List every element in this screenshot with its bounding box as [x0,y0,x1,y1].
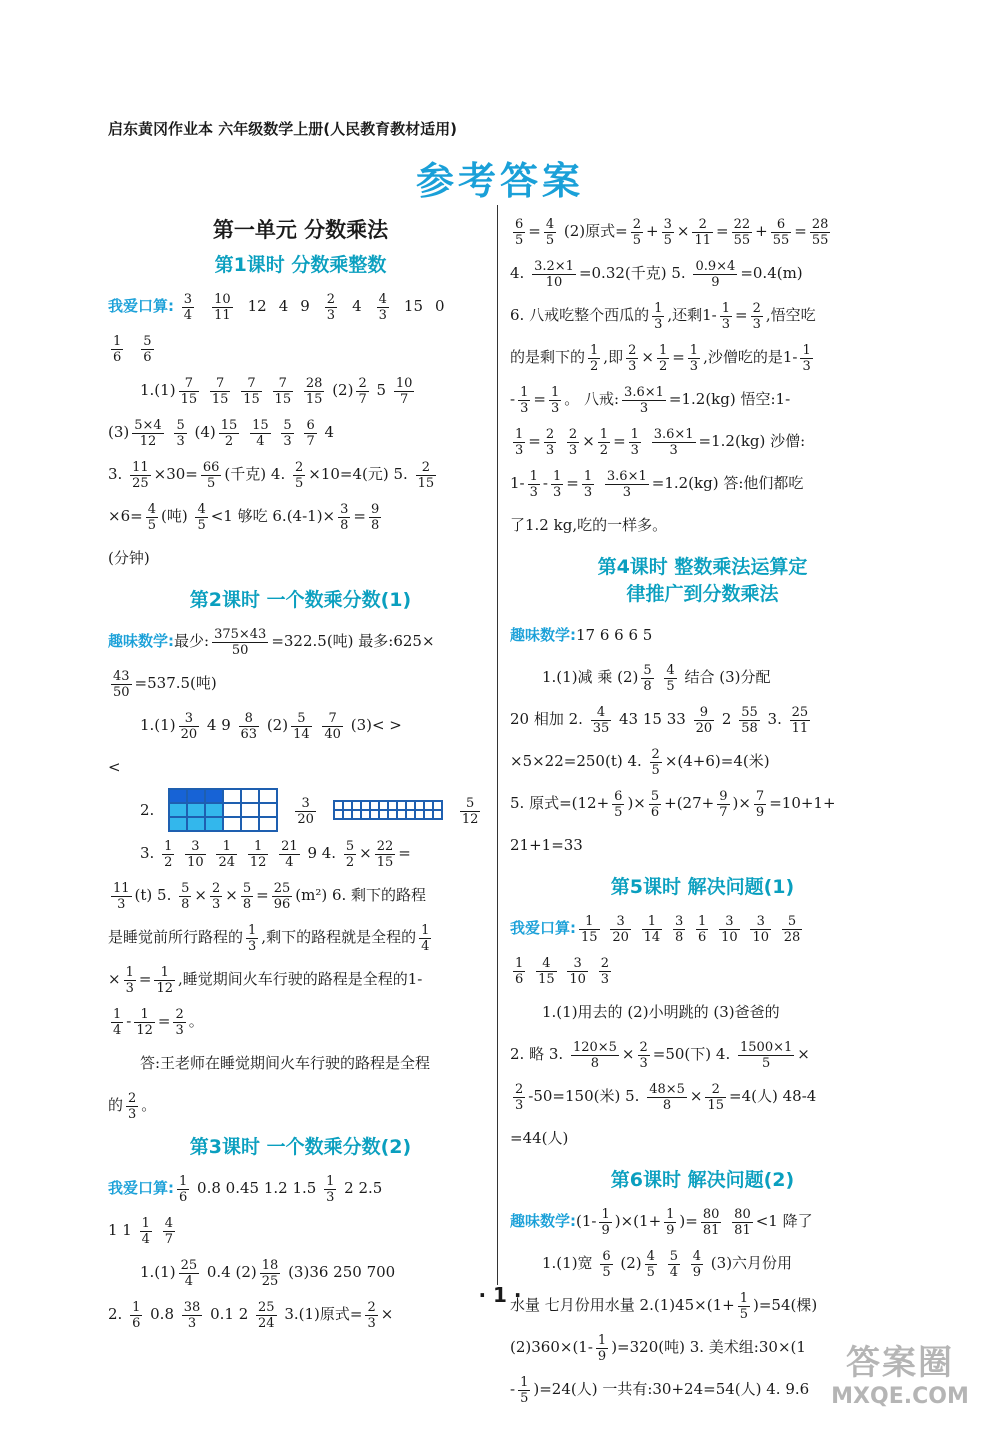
fraction: $\frac{25}{96}$ [273,880,291,912]
fraction: $\frac{1}{3}$ [125,964,134,996]
fraction: $\frac{3}{10}$ [752,913,769,945]
answer-line: 的是剩下的 $\frac{1}{2}$ ,即 $\frac{2}{3}$ × $\frac{1}{2}$ = $\frac{1}{3}$ ,沙僧吃的是1- $\frac{1}{3}$ [510,342,811,374]
unit-title: 第一单元 分数乘法 [212,218,389,242]
fraction: $\frac{1}{3}$ [721,300,731,332]
answer-text: (1- $\frac{1}{9}$ )×(1+ $\frac{1}{9}$ )= $\frac{80}{81}$ $\frac{80}{81}$ <1 降了 [576,1206,813,1238]
book-header: 启东黄冈作业本 六年级数学上册(人民教育教材适用) [108,120,457,138]
answer-line: 1.(1)用去的 (2)小明跳的 (3)爸爸的 [542,1003,780,1021]
answer-line [510,614,895,656]
fraction: $\frac{5\times 4}{12}$ [134,417,162,449]
oral-calc-tag: 我爱口算: [108,297,174,315]
fraction: $\frac{1}{4}$ [113,1006,122,1038]
answer-line: 20 相加 2. $\frac{4}{35}$ 43 15 33 $\frac{9}{20}$ 2 $\frac{55}{58}$ 3. $\frac{25}{11}$ [510,704,809,736]
grid-fraction-1 [292,789,319,831]
watermark-text: 答案圈 [846,1343,954,1383]
fraction: $\frac{1}{5}$ [739,1290,748,1322]
answer-line: 21+1=33 [510,836,583,854]
fraction: $\frac{2}{3}$ [212,880,221,912]
fraction: $\frac{1}{9}$ [601,1206,610,1238]
fraction: $\frac{8}{63}$ [240,710,258,742]
fraction: $\frac{2}{3}$ [600,955,609,987]
answer-line: 是睡觉前所行路程的 $\frac{1}{3}$ ,剩下的路程就是全程的 $\frac{1}{4}$ [108,922,430,954]
fraction: $\frac{7}{15}$ [243,375,260,407]
lesson-1-title: 第1课时 分数乘整数 [214,254,387,276]
fraction: $\frac{1}{3}$ [654,300,663,332]
lesson-5-title: 第5课时 解决问题(1) [610,876,795,898]
fraction: $\frac{5}{28}$ [783,913,801,945]
answer-line: 2. 略 3. $\frac{120\times 5}{8}$ × $\frac{2}{3}$ =50(下) 4. $\frac{1500\times 1}{5}$ × [510,1039,810,1071]
fraction: $\frac{25}{24}$ [258,1299,275,1331]
fraction: $\frac{1}{15}$ [581,913,598,945]
fraction: $\frac{5}{3}$ [283,417,292,449]
answer-line: 的 $\frac{2}{3}$ 。 [108,1090,157,1122]
lesson-4-title-2: 律推广到分数乘法 [626,583,779,605]
answer-line: 水量 七月份用水量 2.(1)45×(1+ $\frac{1}{5}$ )=54(棵) [510,1290,818,1322]
fraction: $\frac{80}{81}$ [734,1206,751,1238]
answer-line: × $\frac{1}{3}$ = $\frac{1}{12}$ ,睡觉期间火车行驶的路程是全程的1- [108,964,423,996]
fraction: $\frac{3}{10}$ [569,955,586,987]
fraction: $\frac{9}{8}$ [370,501,380,533]
fraction: $\frac{48\times 5}{8}$ [649,1081,685,1113]
fraction: $\frac{22}{15}$ [376,838,394,870]
fraction: $\frac{4}{5}$ [147,501,156,533]
fraction: $\frac{2}{3}$ [752,300,761,332]
fraction: $\frac{25}{4}$ [180,1257,198,1289]
watermark-url: MXQE.COM [831,1384,969,1409]
fraction: $\frac{1}{2}$ [590,342,599,374]
fraction: $\frac{2}{3}$ [367,1299,376,1331]
fraction: $\frac{1}{3}$ [529,468,538,500]
fraction: $\frac{38}{3}$ [183,1299,201,1331]
fraction: $\frac{2}{5}$ [632,216,642,248]
fraction: $\frac{3}{8}$ [340,501,349,533]
fraction: $\frac{2}{5}$ [651,746,660,778]
fraction: $\frac{1}{5}$ [520,1374,529,1406]
fraction: $\frac{2}{3}$ [326,291,336,323]
fraction: $\frac{5}{8}$ [643,662,652,694]
grid-fraction-2 [457,789,484,831]
answer-line: 4. $\frac{3.2\times 1}{10}$ =0.32(千克) 5. $\frac{0.9\times 4}{9}$ =0.4(m) [510,258,803,290]
fraction: $\frac{2}{7}$ [358,375,367,407]
fraction: $\frac{7}{15}$ [180,375,198,407]
fraction: $\frac{5}{8}$ [181,880,190,912]
fraction: $\frac{1}{3}$ [583,468,593,500]
fraction: $\frac{1}{6}$ [698,913,707,945]
fun-math-tag: 趣味数学: [510,1212,576,1230]
fraction: $\frac{1}{3}$ [248,922,257,954]
shaded-grid-5-12 [333,800,443,820]
fraction: $\frac{3}{10}$ [721,913,738,945]
fraction: $\frac{1}{4}$ [141,1215,150,1247]
answer-line: $\frac{2}{3}$ -50=150(米) 5. $\frac{48\times 5}{8}$ × $\frac{2}{15}$ =4(人) 48-4 [515,1081,817,1113]
fraction: $\frac{1}{3}$ [802,342,811,374]
fraction: $\frac{2}{3}$ [545,426,555,458]
fraction: $\frac{4}{5}$ [666,662,675,694]
oral-calc-tag: 我爱口算: [510,919,576,937]
fraction: $\frac{11}{3}$ [113,880,130,912]
fraction: $\frac{6}{5}$ [614,788,623,820]
lesson-6-title: 第6课时 解决问题(2) [610,1169,795,1191]
grid-question-number: 2. [140,801,155,819]
fraction: $\frac{120\times 5}{8}$ [572,1039,617,1071]
fraction: $\frac{3.2\times 1}{10}$ [534,258,574,290]
fraction: $\frac{3}{4}$ [183,291,193,323]
fraction: $\frac{7}{15}$ [274,375,292,407]
answer-line: 答:王老师在睡觉期间火车行驶的路程是全程 [140,1054,431,1072]
fraction: $\frac{375\times 43}{50}$ [214,626,267,658]
fraction: $\frac{1}{2}$ [658,342,668,374]
answer-line: (2)360×(1- $\frac{1}{9}$ )=320(吨) 3. 美术组:30×(1 [510,1332,806,1364]
fraction: $\frac{28}{55}$ [811,216,829,248]
fraction: $\frac{7}{15}$ [211,375,229,407]
answer-line: - $\frac{1}{3}$ = $\frac{1}{3}$ 。 八戒: $\frac{3.6\times 1}{3}$ =1.2(kg) 悟空:1- [510,384,791,416]
page-number: · 1 · [478,1283,522,1307]
fraction: $\frac{3}{10}$ [187,838,204,870]
fraction: $\frac{4}{5}$ [646,1248,655,1280]
fraction: $\frac{1}{6}$ [113,333,122,365]
fraction: $\frac{1}{14}$ [643,913,661,945]
answer-line: 1.(1)宽 $\frac{6}{5}$ (2) $\frac{4}{5}$ $\frac{5}{4}$ $\frac{4}{9}$ (3)六月份用 [542,1248,793,1280]
fraction: $\frac{6}{5}$ [515,216,524,248]
fraction: $\frac{3.6\times 1}{3}$ [653,426,694,458]
answer-line: 1.(1) $\frac{7}{15}$ $\frac{7}{15}$ $\frac{7}{15}$ $\frac{7}{15}$ $\frac{28}{15}$ (2) $\frac{2}{7}$ 5 $\frac{10}{7}$ [140,375,413,407]
fraction: $\frac{1}{12}$ [156,964,173,996]
shaded-grid-3-20 [168,788,278,832]
fraction: $\frac{5}{4}$ [669,1248,678,1280]
fraction: $\frac{1}{3}$ [552,468,562,500]
answer-line: 5. 原式=(12+ $\frac{6}{5}$ )× $\frac{5}{6}$ +(27+ $\frac{9}{7}$ )× $\frac{7}{9}$ =10+1+ [510,788,836,820]
fraction: $\frac{3.6\times 1}{3}$ [606,468,647,500]
fraction: $\frac{1}{24}$ [218,838,236,870]
fraction: $\frac{15}{2}$ [220,417,238,449]
fraction: $\frac{1500\times 1}{5}$ [740,1039,793,1071]
fraction: $\frac{15}{4}$ [252,417,269,449]
fraction: $\frac{1}{9}$ [597,1332,607,1364]
fraction: $\frac{2}{3}$ [568,426,578,458]
fraction: $\frac{1}{3}$ [550,384,560,416]
fraction: $\frac{5}{3}$ [176,417,185,449]
column-divider [497,205,498,1285]
fraction: $\frac{1}{12}$ [136,1006,153,1038]
fraction: $\frac{18}{25}$ [261,1257,279,1289]
fraction: $\frac{5}{2}$ [345,838,355,870]
fraction: $\frac{9}{20}$ [695,704,713,736]
fraction: $\frac{7}{9}$ [755,788,765,820]
answer-line: 6. 八戒吃整个西瓜的 $\frac{1}{3}$ ,还剩1- $\frac{1}{3}$ = $\frac{2}{3}$ ,悟空吃 [510,300,816,332]
shaded-grid-row [108,788,493,832]
fraction: $\frac{4}{35}$ [592,704,610,736]
fraction: $\frac{1}{12}$ [249,838,267,870]
fraction: $\frac{4}{3}$ [378,291,387,323]
left-column [108,210,493,1335]
answer-text: 最少: $\frac{375\times 43}{50}$ =322.5(吨) 最多:625× [174,626,435,658]
fraction: $\frac{10}{7}$ [395,375,413,407]
fraction: $\frac{2}{3}$ [515,1081,524,1113]
fraction: $\frac{3}{20}$ [180,710,198,742]
answer-line: 1.(1)减 乘 (2) $\frac{5}{8}$ $\frac{4}{5}$ 结合 (3)分配 [542,662,771,694]
answer-line: ×6= $\frac{4}{5}$ (吨) $\frac{4}{5}$ <1 够吃 6.(4-1)× $\frac{3}{8}$ = $\frac{9}{8}$ [108,501,380,533]
answer-line: $\frac{11}{3}$ (t) 5. $\frac{5}{8}$ × $\frac{2}{3}$ × $\frac{5}{8}$ = $\frac{25}{96}$ (m²) 6. 剩下的路程 [113,880,427,912]
fraction: $\frac{10}{11}$ [214,291,231,323]
answer-line [108,620,493,662]
fraction: $\frac{3.6\times 1}{3}$ [624,384,664,416]
fraction: $\frac{3}{5}$ [663,216,672,248]
fraction: $\frac{2}{3}$ [128,1090,137,1122]
answer-line [510,949,895,991]
watermark-logo [820,1335,980,1409]
fraction: $\frac{3}{20}$ [297,795,314,827]
fraction: $\frac{4}{5}$ [545,216,555,248]
lesson-2-title: 第2课时 一个数乘分数(1) [189,589,412,611]
fraction: $\frac{5}{12}$ [461,795,479,827]
fraction: $\frac{1}{2}$ [599,426,609,458]
fraction: $\frac{55}{58}$ [741,704,758,736]
answer-line: ×5×22=250(t) 4. $\frac{2}{5}$ ×(4+6)=4(米) [510,746,770,778]
lesson-4-title: 第4课时 整数乘法运算定 [597,556,808,578]
fraction: $\frac{2}{3}$ [639,1039,648,1071]
fraction: $\frac{28}{15}$ [305,375,323,407]
oral-calc-answers: $\frac{3}{4}$ $\frac{10}{11}$ 12 4 9 $\frac{2}{3}$ 4 $\frac{4}{3}$ 15 0 [183,291,445,323]
answer-line: 1 1 $\frac{1}{4}$ $\frac{4}{7}$ [108,1215,173,1247]
fraction: $\frac{6}{7}$ [306,417,315,449]
fraction: $\frac{1}{9}$ [666,1206,675,1238]
lesson-3-title: 第3课时 一个数乘分数(2) [189,1136,412,1158]
oral-calc-answers-2 [108,333,157,365]
fraction: $\frac{2}{11}$ [694,216,711,248]
fraction: $\frac{5}{8}$ [242,880,252,912]
answer-line: $\frac{1}{4}$ - $\frac{1}{12}$ = $\frac{2}{3}$ 。 [113,1006,204,1038]
fraction: $\frac{66}{5}$ [202,459,220,491]
fraction: $\frac{6}{5}$ [602,1248,611,1280]
fraction: $\frac{1}{3}$ [326,1173,335,1205]
fraction: $\frac{22}{55}$ [733,216,751,248]
answer-line: =44(人) [510,1129,569,1147]
fraction: $\frac{4}{15}$ [538,955,555,987]
fraction: $\frac{1}{3}$ [520,384,529,416]
lesson-1-oral-calc [108,285,493,327]
fraction: $\frac{1}{2}$ [164,838,173,870]
answer-line: $\frac{6}{5}$ = $\frac{4}{5}$ (2)原式= $\frac{2}{5}$ + $\frac{3}{5}$ × $\frac{2}{11}$ = $\frac{22}{55}$ + $\frac{6}{55}$ = $\frac{28}{55}$ [515,216,829,248]
fraction: $\frac{1}{3}$ [630,426,639,458]
fun-math-tag: 趣味数学: [510,626,576,644]
fraction: $\frac{4}{7}$ [164,1215,173,1247]
fraction: $\frac{25}{11}$ [791,704,809,736]
fraction: $\frac{6}{55}$ [772,216,790,248]
fraction: $\frac{4}{9}$ [692,1248,702,1280]
answer-text: 17 6 6 6 5 [576,626,653,644]
answer-line [510,1200,895,1242]
fraction: $\frac{11}{25}$ [132,459,149,491]
fraction: $\frac{1}{6}$ [132,1299,141,1331]
fraction: $\frac{5}{14}$ [293,710,310,742]
fraction: $\frac{21}{4}$ [281,838,298,870]
right-column [510,210,895,1410]
answer-line: $\frac{43}{50}$ =537.5(吨) [113,668,217,700]
fraction: $\frac{43}{50}$ [113,668,130,700]
fraction: $\frac{0.9\times 4}{9}$ [695,258,736,290]
oral-calc-tag: 我爱口算: [108,1179,174,1197]
answer-line: 了1.2 kg,吃的一样多。 [510,516,668,534]
fraction: $\frac{1}{3}$ [689,342,699,374]
answer-line: 1.(1) $\frac{25}{4}$ 0.4 (2) $\frac{18}{25}$ (3)36 250 700 [140,1257,396,1289]
answer-line: 1.(1) $\frac{3}{20}$ 4 9 $\frac{8}{63}$ (2) $\frac{5}{14}$ $\frac{7}{40}$ (3)< > [140,710,402,742]
answer-line: 1- $\frac{1}{3}$ - $\frac{1}{3}$ = $\frac{1}{3}$ $\frac{3.6\times 1}{3}$ =1.2(kg) 答:他们都吃 [510,468,804,500]
answer-text [576,913,805,945]
fraction: $\frac{2}{3}$ [175,1006,184,1038]
fraction: $\frac{9}{7}$ [719,788,728,820]
fraction: $\frac{1}{4}$ [421,922,430,954]
answer-line: (分钟) [108,549,150,567]
fraction: $\frac{2}{15}$ [417,459,435,491]
answer-line: - $\frac{1}{5}$ )=24(人) 一共有:30+24=54(人) 4. 9.6 [510,1374,810,1406]
fraction: $\frac{4}{5}$ [197,501,206,533]
fraction: $\frac{1}{6}$ [179,1173,188,1205]
answer-line [108,327,493,369]
fun-math-tag: 趣味数学: [108,632,174,650]
answer-line [510,907,895,949]
answer-text: $\frac{1}{6}$ 0.8 0.45 1.2 1.5 $\frac{1}{3}$ 2 2.5 [179,1173,383,1205]
fraction: $\frac{2}{5}$ [294,459,304,491]
fraction: $\frac{7}{40}$ [324,710,341,742]
fraction: $\frac{3}{8}$ [674,913,684,945]
fraction: $\frac{1}{6}$ [515,955,524,987]
fraction: $\frac{1}{3}$ [515,426,524,458]
fraction: $\frac{2}{15}$ [707,1081,725,1113]
fraction: $\frac{80}{81}$ [702,1206,720,1238]
answer-line: < [108,758,121,776]
answer-line: (3) $\frac{5\times 4}{12}$ $\frac{5}{3}$ (4) $\frac{15}{2}$ $\frac{15}{4}$ $\frac{5}{3}$ $\frac{6}{7}$ 4 [108,417,335,449]
fraction: $\frac{5}{6}$ [650,788,660,820]
page-title: 参考答案 [415,159,584,203]
fraction: $\frac{5}{6}$ [143,333,152,365]
answer-line: 2. $\frac{1}{6}$ 0.8 $\frac{38}{3}$ 0.1 2 $\frac{25}{24}$ 3.(1)原式= $\frac{2}{3}$ × [108,1299,394,1331]
answer-line [108,1167,493,1209]
answer-line: 3. $\frac{11}{25}$ ×30= $\frac{66}{5}$ (千克) 4. $\frac{2}{5}$ ×10=4(元) 5. $\frac{2}{15}$ [108,459,435,491]
fraction: $\frac{3}{20}$ [612,913,629,945]
answer-line: 3. $\frac{1}{2}$ $\frac{3}{10}$ $\frac{1}{24}$ $\frac{1}{12}$ $\frac{21}{4}$ 9 4. $\frac{5}{2}$ × $\frac{22}{15}$ = [140,838,411,870]
answer-line: $\frac{1}{3}$ = $\frac{2}{3}$ $\frac{2}{3}$ × $\frac{1}{2}$ = $\frac{1}{3}$ $\frac{3.6\times 1}{3}$ =1.2(kg) 沙僧: [515,426,806,458]
fraction: $\frac{2}{3}$ [628,342,637,374]
